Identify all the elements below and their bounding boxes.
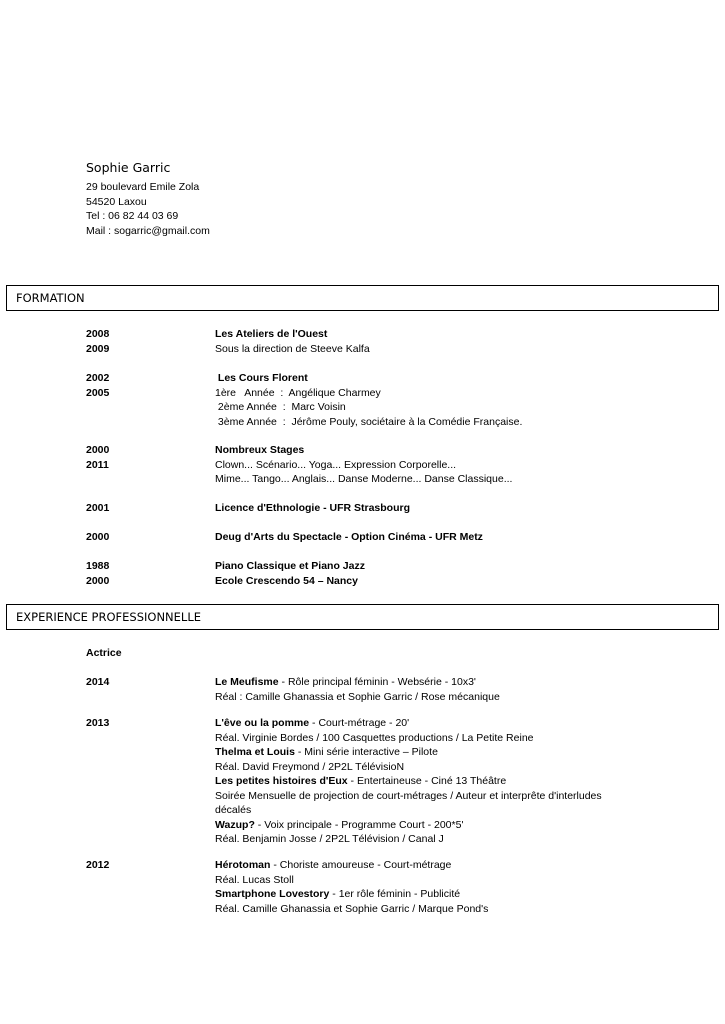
entry-title: Les Cours Florent [215, 372, 308, 384]
experience-year: 2013 [86, 717, 110, 729]
entry-title: Nombreux Stages [215, 444, 305, 456]
role-detail: - Rôle principal féminin - Websérie - 10x3' [278, 676, 476, 688]
experience-entry [215, 716, 655, 847]
production-title: Hérotoman [215, 859, 271, 871]
formation-years [86, 501, 109, 516]
entry-line [215, 858, 655, 873]
entry-detail: Clown... Scénario... Yoga... Expression Corporelle... [215, 458, 457, 471]
formation-years [86, 559, 109, 588]
production-title: L'êve ou la pomme [215, 717, 310, 729]
entry-line [215, 675, 655, 690]
entry-detail: 1ère Année : Angélique Charmey [215, 386, 381, 399]
entry-detail: Réal. David Freymond / 2P2L TélévisioN [215, 760, 405, 773]
entry-detail: Sous la direction de Steeve Kalfa [215, 342, 370, 355]
entry-detail: Réal. Virginie Bordes / 100 Casquettes productions / La Petite Reine [215, 731, 534, 744]
year-end: 2011 [86, 458, 109, 471]
role-detail: - Entertaineuse - Ciné 13 Théâtre [347, 775, 507, 787]
experience-subtitle: Actrice [86, 647, 122, 659]
entry-line [215, 716, 655, 731]
contact-block [86, 180, 210, 238]
formation-years [86, 443, 109, 472]
formation-entry [215, 559, 655, 588]
experience-entry [215, 675, 655, 704]
entry-title: Piano Classique et Piano Jazz [215, 560, 365, 572]
experience-section-header [6, 604, 719, 630]
entry-line [215, 818, 655, 833]
entry-detail: Réal : Camille Ghanassia et Sophie Garric / Rose mécanique [215, 690, 500, 703]
formation-entry [215, 371, 655, 429]
year-start: 2001 [86, 502, 110, 514]
city: 54520 Laxou [86, 195, 147, 208]
year-end: 2000 [86, 574, 110, 587]
entry-title: Licence d'Ethnologie - UFR Strasbourg [215, 502, 411, 514]
formation-years [86, 327, 109, 356]
entry-detail: Réal. Lucas Stoll [215, 873, 294, 886]
production-title: Les petites histoires d'Eux [215, 775, 348, 787]
year-end: 2005 [86, 386, 110, 399]
entry-detail: 2ème Année : Marc Voisin [215, 401, 346, 413]
production-title: Thelma et Louis [215, 746, 295, 758]
formation-years [86, 530, 109, 545]
production-title: Wazup? [215, 818, 255, 831]
email: Mail : sogarric@gmail.com [86, 224, 210, 237]
entry-detail: Mime... Tango... Anglais... Danse Moderne... Danse Classique... [215, 473, 513, 485]
entry-title: Deug d'Arts du Spectacle - Option Cinéma - UFR Metz [215, 531, 483, 543]
formation-entry [215, 530, 655, 545]
section-title: FORMATION [16, 291, 85, 305]
role-detail: - Mini série interactive – Pilote [294, 746, 438, 758]
role-detail: - 1er rôle féminin - Publicité [329, 888, 461, 900]
entry-title: Ecole Crescendo 54 – Nancy [215, 574, 358, 587]
formation-entry [215, 501, 655, 516]
entry-detail: Réal. Benjamin Josse / 2P2L Télévision / Canal J [215, 833, 444, 845]
section-title: EXPERIENCE PROFESSIONNELLE [16, 610, 201, 624]
role-detail: - Court-métrage - 20' [309, 717, 410, 729]
experience-year: 2012 [86, 859, 110, 871]
formation-entry [215, 327, 655, 356]
person-name: Sophie Garric [86, 160, 171, 175]
entry-detail: 3ème Année : Jérôme Pouly, sociétaire à la Comédie Française. [215, 415, 523, 428]
experience-year: 2014 [86, 676, 110, 688]
entry-detail: Réal. Camille Ghanassia et Sophie Garric / Marque Pond's [215, 902, 489, 915]
year-end: 2009 [86, 342, 110, 355]
year-start: 2000 [86, 444, 110, 456]
experience-entry [215, 858, 655, 916]
telephone: Tel : 06 82 44 03 69 [86, 210, 179, 222]
role-detail: - Voix principale - Programme Court - 200*5' [254, 818, 464, 831]
role-detail: - Choriste amoureuse - Court-métrage [270, 859, 452, 871]
entry-line [215, 774, 655, 789]
formation-section-header [6, 285, 719, 311]
year-start: 2002 [86, 372, 110, 384]
entry-title: Les Ateliers de l'Ouest [215, 328, 328, 340]
year-start: 1988 [86, 560, 110, 572]
entry-line [215, 887, 655, 902]
formation-entry [215, 443, 655, 487]
year-start: 2000 [86, 531, 110, 543]
year-start: 2008 [86, 328, 110, 340]
entry-line [215, 745, 655, 760]
formation-years [86, 371, 109, 400]
address: 29 boulevard Emile Zola [86, 181, 200, 193]
production-title: Le Meufisme [215, 676, 279, 688]
entry-detail: Soirée Mensuelle de projection de court-métrages / Auteur et interprête d'interludes décalés [215, 789, 602, 816]
production-title: Smartphone Lovestory [215, 888, 330, 900]
